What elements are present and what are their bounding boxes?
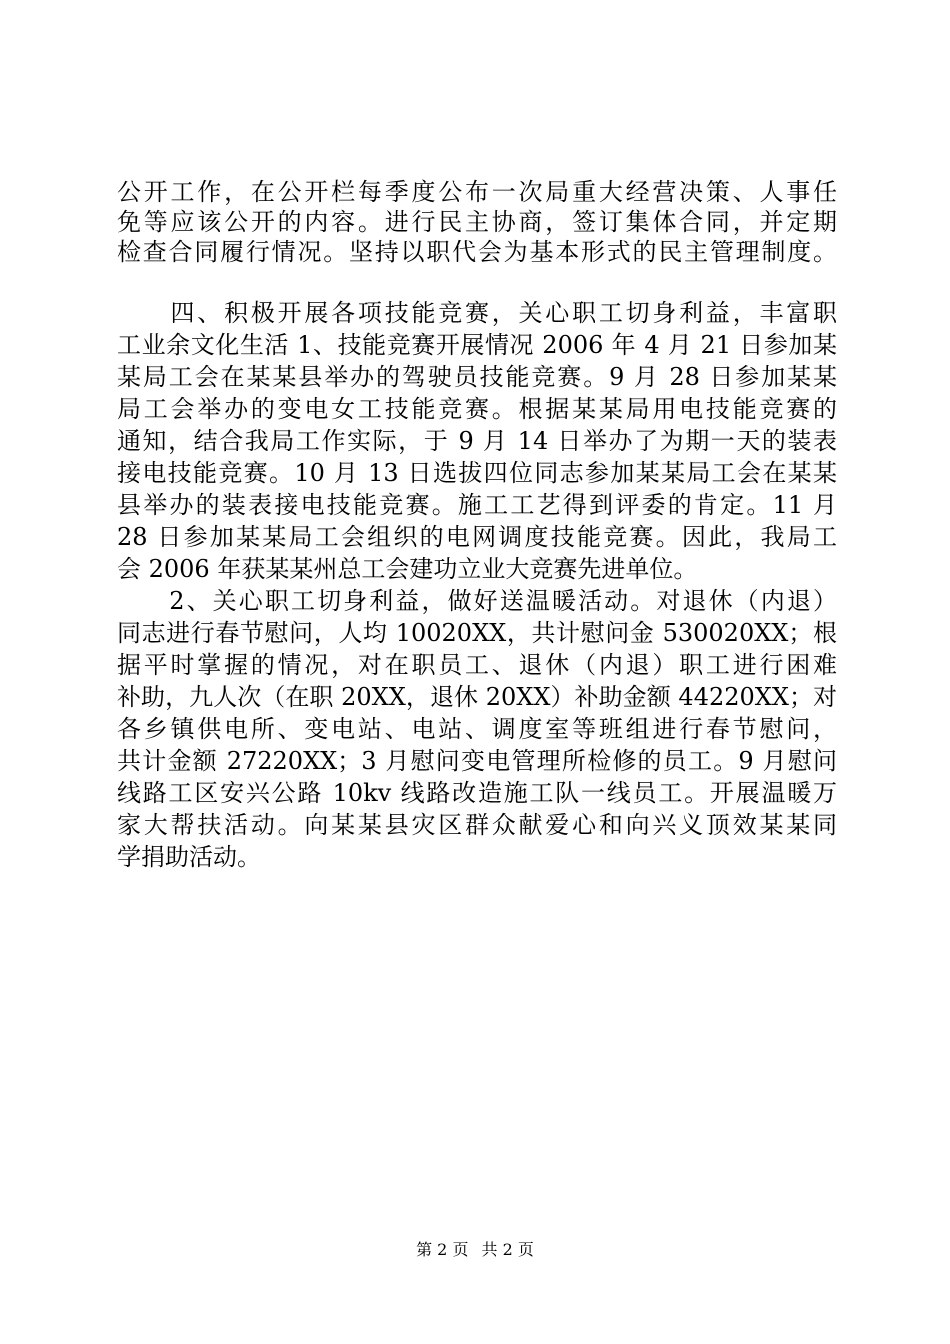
body-text-line: 检查合同履行情况。坚持以职代会为基本形式的民主管理制度。 xyxy=(117,238,837,266)
body-text-line: 线路工区安兴公路 10kv 线路改造施工队一线员工。开展温暖万 xyxy=(117,779,837,807)
body-text-line: 局工会举办的变电女工技能竞赛。根据某某局用电技能竞赛的 xyxy=(117,395,837,423)
body-text-line: 2、关心职工切身利益，做好送温暖活动。对退休（内退） xyxy=(117,587,837,615)
body-text-line: 同志进行春节慰问，人均 10020XX，共计慰问金 530020XX；根 xyxy=(117,619,837,647)
page-number: 第 2 页 xyxy=(416,1240,469,1259)
body-text-line: 28 日参加某某局工会组织的电网调度技能竞赛。因此，我局工 xyxy=(117,523,837,551)
body-text-line: 各乡镇供电所、变电站、电站、调度室等班组进行春节慰问， xyxy=(117,715,837,743)
page-total: 共 2 页 xyxy=(481,1240,534,1259)
body-text-line: 通知，结合我局工作实际，于 9 月 14 日举办了为期一天的装表 xyxy=(117,427,837,455)
body-text-line: 接电技能竞赛。10 月 13 日选拔四位同志参加某某局工会在某某 xyxy=(117,459,837,487)
body-text-line: 家大帮扶活动。向某某县灾区群众献爱心和向兴义顶效某某同 xyxy=(117,811,837,839)
body-text-line: 四、积极开展各项技能竞赛，关心职工切身利益，丰富职 xyxy=(117,299,837,327)
body-text-line: 共计金额 27220XX；3 月慰问变电管理所检修的员工。9 月慰问 xyxy=(117,747,837,775)
body-text-line: 补助，九人次（在职 20XX，退休 20XX）补助金额 44220XX；对 xyxy=(117,683,837,711)
body-text-line: 会 2006 年获某某州总工会建功立业大竞赛先进单位。 xyxy=(117,555,698,583)
body-text-line: 学捐助活动。 xyxy=(117,843,261,871)
body-text-line: 免等应该公开的内容。进行民主协商，签订集体合同，并定期 xyxy=(117,208,837,236)
page-footer xyxy=(0,1240,950,1260)
body-text-line: 据平时掌握的情况，对在职员工、退休（内退）职工进行困难 xyxy=(117,651,837,679)
body-text-line: 县举办的装表接电技能竞赛。施工工艺得到评委的肯定。11 月 xyxy=(117,491,837,519)
body-text-line: 公开工作，在公开栏每季度公布一次局重大经营决策、人事任 xyxy=(117,178,837,206)
body-text-line: 工业余文化生活 1、技能竞赛开展情况 2006 年 4 月 21 日参加某 xyxy=(117,331,837,359)
body-text-line: 某局工会在某某县举办的驾驶员技能竞赛。9 月 28 日参加某某 xyxy=(117,363,837,391)
